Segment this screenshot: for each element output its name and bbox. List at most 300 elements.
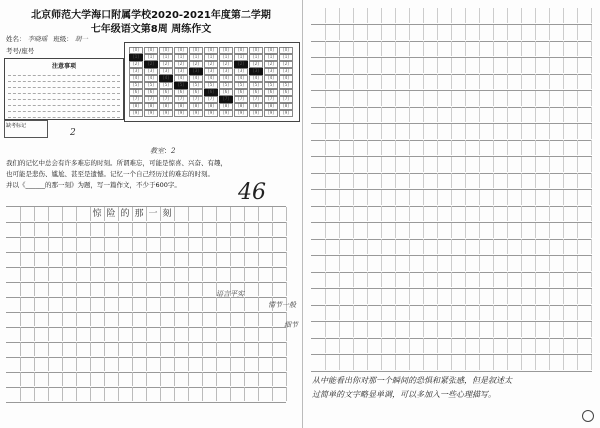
grid-cell	[339, 322, 354, 337]
id-bubble: [3]	[249, 68, 263, 75]
grid-cell	[535, 41, 550, 56]
id-bubble: [9]	[264, 110, 278, 117]
grid-cell	[34, 237, 49, 251]
id-bubble: [6]	[204, 89, 218, 96]
grid-cell	[381, 322, 396, 337]
grid-cell	[521, 305, 536, 320]
id-bubble: [4]	[204, 75, 218, 82]
id-bubble: [3]	[264, 68, 278, 75]
grid-cell	[118, 282, 133, 296]
grid-cell	[76, 267, 91, 281]
grid-cell	[311, 256, 326, 271]
grid-cell	[174, 342, 189, 356]
grid-cell	[62, 282, 77, 296]
grid-cell	[507, 58, 522, 73]
grid-cell	[132, 387, 147, 401]
grid-cell	[339, 289, 354, 304]
grid-cell	[353, 107, 368, 122]
grid-cell	[244, 342, 259, 356]
grid-row	[311, 25, 592, 42]
grid-cell	[507, 74, 522, 89]
grid-cell	[437, 322, 452, 337]
id-bubble: [7]	[189, 96, 203, 103]
grid-cell	[549, 322, 564, 337]
id-bubble: [8]	[219, 103, 233, 110]
grid-cell	[34, 342, 49, 356]
grid-cell	[367, 173, 382, 188]
grid-cell	[465, 8, 480, 23]
grid-cell	[521, 107, 536, 122]
grid-row	[6, 342, 286, 358]
grid-cell	[90, 387, 105, 401]
grid-cell	[132, 312, 147, 326]
grid-cell	[339, 58, 354, 73]
id-bubble: [7]	[234, 96, 248, 103]
grid-cell	[48, 357, 63, 371]
grid-cell	[339, 74, 354, 89]
grid-cell	[230, 297, 245, 311]
grid-cell	[409, 157, 424, 172]
grid-row	[311, 58, 592, 75]
id-bubble: [1]	[174, 54, 188, 61]
annotation-2: 情节一般	[268, 301, 296, 309]
id-bubble: [8]	[249, 103, 263, 110]
grid-cell	[353, 124, 368, 139]
grid-cell	[549, 289, 564, 304]
grid-cell	[188, 357, 203, 371]
grid-cell	[6, 297, 21, 311]
grid-cell	[118, 357, 133, 371]
grid-cell	[367, 256, 382, 271]
grid-cell	[188, 267, 203, 281]
grid-cell	[90, 282, 105, 296]
grid-cell	[395, 8, 410, 23]
grid-cell	[507, 305, 522, 320]
grid-cell	[479, 272, 494, 287]
id-bubble: [2]	[159, 61, 173, 68]
grid-cell	[104, 282, 119, 296]
grid-cell	[132, 297, 147, 311]
grid-cell	[62, 297, 77, 311]
grid-cell	[76, 207, 91, 221]
grid-cell	[244, 237, 259, 251]
grid-cell	[6, 357, 21, 371]
grid-cell	[577, 107, 592, 122]
grid-cell	[493, 173, 508, 188]
grid-cell	[423, 289, 438, 304]
id-bubble: [3]	[189, 68, 203, 75]
grid-cell	[465, 140, 480, 155]
id-bubble: [6]	[279, 89, 293, 96]
grid-cell	[311, 239, 326, 254]
grid-cell	[549, 58, 564, 73]
grid-cell	[451, 124, 466, 139]
grid-cell	[202, 252, 217, 266]
grid-cell	[367, 239, 382, 254]
grid-cell	[381, 206, 396, 221]
grid-cell	[549, 206, 564, 221]
grid-cell	[118, 222, 133, 236]
grid-cell	[76, 237, 91, 251]
grid-cell	[395, 223, 410, 238]
grid-cell	[132, 222, 147, 236]
grid-cell	[521, 206, 536, 221]
id-bubble: [1]	[264, 54, 278, 61]
grid-cell	[479, 256, 494, 271]
grid-cell	[272, 207, 287, 221]
id-bubble: [5]	[249, 82, 263, 89]
grid-cell	[437, 41, 452, 56]
id-bubble: [1]	[189, 54, 203, 61]
grid-cell	[437, 190, 452, 205]
grid-cell	[339, 41, 354, 56]
grid-cell	[535, 25, 550, 40]
grid-cell	[160, 357, 175, 371]
grid-cell	[132, 372, 147, 386]
id-bubble: [0]	[204, 47, 218, 54]
grid-cell	[146, 312, 161, 326]
id-bubble: [1]	[279, 54, 293, 61]
grid-cell	[146, 327, 161, 341]
grid-cell	[62, 312, 77, 326]
grid-cell	[451, 206, 466, 221]
grid-cell	[521, 41, 536, 56]
grid-cell	[465, 289, 480, 304]
grid-cell	[465, 25, 480, 40]
grid-cell	[325, 157, 340, 172]
grid-cell	[493, 25, 508, 40]
grid-cell	[6, 282, 21, 296]
grid-cell	[507, 140, 522, 155]
grid-cell	[202, 342, 217, 356]
grid-cell	[216, 207, 231, 221]
exam-subtitle: 七年级语文第8周 周练作文	[90, 24, 212, 35]
grid-cell	[493, 124, 508, 139]
id-bubble: [0]	[249, 47, 263, 54]
grid-cell	[311, 58, 326, 73]
grid-cell	[409, 338, 424, 353]
grid-cell	[563, 289, 578, 304]
grid-cell	[395, 190, 410, 205]
id-bubble: [7]	[204, 96, 218, 103]
grid-cell	[437, 305, 452, 320]
grid-cell	[451, 338, 466, 353]
grid-cell	[381, 124, 396, 139]
grid-cell	[493, 140, 508, 155]
grid-cell	[577, 91, 592, 106]
left-writing-grid	[6, 206, 286, 219]
grid-cell	[48, 207, 63, 221]
grid-cell	[353, 41, 368, 56]
grid-cell	[409, 74, 424, 89]
grid-cell	[423, 355, 438, 370]
grid-cell	[62, 252, 77, 266]
grid-cell	[563, 322, 578, 337]
grid-cell	[339, 25, 354, 40]
grid-cell	[493, 41, 508, 56]
right-page	[303, 0, 600, 428]
grid-cell	[451, 272, 466, 287]
grid-cell	[465, 223, 480, 238]
id-bubble: [7]	[144, 96, 158, 103]
grid-cell	[90, 297, 105, 311]
grid-row	[311, 190, 592, 207]
grid-cell	[465, 256, 480, 271]
grid-cell	[311, 91, 326, 106]
id-bubble: [9]	[219, 110, 233, 117]
grid-cell	[395, 272, 410, 287]
grid-cell	[174, 252, 189, 266]
id-bubble: [1]	[234, 54, 248, 61]
grid-cell	[311, 272, 326, 287]
grid-cell	[244, 312, 259, 326]
grid-cell	[535, 206, 550, 221]
grid-cell	[395, 256, 410, 271]
grid-cell	[146, 297, 161, 311]
grid-cell	[20, 312, 35, 326]
id-bubble: [0]	[174, 47, 188, 54]
grid-cell	[202, 297, 217, 311]
grid-cell	[395, 322, 410, 337]
id-bubble: [1]	[249, 54, 263, 61]
grid-cell	[549, 305, 564, 320]
id-bubble: [2]	[234, 61, 248, 68]
grid-cell	[311, 25, 326, 40]
grid-cell	[188, 207, 203, 221]
notice-box	[4, 58, 124, 120]
grid-cell	[146, 252, 161, 266]
grid-cell	[104, 312, 119, 326]
id-bubble: [5]	[219, 82, 233, 89]
grid-cell	[146, 357, 161, 371]
grid-cell	[188, 252, 203, 266]
grid-cell	[230, 312, 245, 326]
grid-cell	[311, 190, 326, 205]
grid-cell	[577, 289, 592, 304]
grid-cell	[577, 338, 592, 353]
grid-cell	[188, 237, 203, 251]
grid-cell	[409, 223, 424, 238]
id-bubble: [5]	[264, 82, 278, 89]
grid-cell	[437, 58, 452, 73]
grid-row	[6, 327, 286, 343]
name-field: 姓名： 李晓瑶 班级： 胡一	[6, 35, 88, 43]
grid-cell	[507, 272, 522, 287]
grid-cell	[104, 222, 119, 236]
grid-cell	[409, 107, 424, 122]
grid-cell	[188, 282, 203, 296]
grid-row	[6, 282, 286, 298]
grid-cell	[339, 124, 354, 139]
grid-cell	[76, 327, 91, 341]
page-number-circle	[582, 410, 594, 422]
grid-cell	[104, 237, 119, 251]
grid-cell	[451, 8, 466, 23]
grid-cell	[577, 223, 592, 238]
grid-cell	[535, 355, 550, 370]
grid-cell	[90, 342, 105, 356]
grid-cell	[48, 267, 63, 281]
exam-field: 2	[70, 128, 76, 138]
id-bubble: [4]	[249, 75, 263, 82]
grid-cell	[353, 272, 368, 287]
grid-cell	[395, 239, 410, 254]
grid-cell	[311, 338, 326, 353]
grid-cell	[76, 222, 91, 236]
grid-row	[6, 372, 286, 388]
id-bubble: [3]	[129, 68, 143, 75]
grid-cell	[367, 41, 382, 56]
grid-cell	[577, 157, 592, 172]
id-bubble: [7]	[264, 96, 278, 103]
grid-cell	[90, 252, 105, 266]
grid-cell	[479, 8, 494, 23]
grid-cell	[230, 207, 245, 221]
grid-cell	[381, 41, 396, 56]
grid-cell	[62, 342, 77, 356]
grid-cell	[549, 190, 564, 205]
grid-cell	[479, 91, 494, 106]
grid-cell	[563, 305, 578, 320]
grid-cell	[311, 124, 326, 139]
grid-cell	[34, 372, 49, 386]
grid-cell	[409, 322, 424, 337]
grid-cell	[535, 140, 550, 155]
grid-row	[311, 41, 592, 58]
grid-row	[6, 237, 286, 253]
grid-cell	[577, 190, 592, 205]
grid-cell	[311, 173, 326, 188]
grid-cell	[409, 272, 424, 287]
id-bubble: [0]	[264, 47, 278, 54]
grid-cell	[381, 338, 396, 353]
grid-cell	[423, 8, 438, 23]
grid-cell	[76, 297, 91, 311]
grid-cell	[62, 327, 77, 341]
id-bubble: [3]	[159, 68, 173, 75]
grid-cell	[535, 305, 550, 320]
grid-cell	[325, 41, 340, 56]
grid-cell	[174, 237, 189, 251]
grid-cell	[325, 272, 340, 287]
grid-cell	[353, 91, 368, 106]
grid-cell	[367, 124, 382, 139]
grid-cell	[409, 289, 424, 304]
id-bubble: [5]	[144, 82, 158, 89]
grid-cell	[202, 267, 217, 281]
grid-cell	[160, 297, 175, 311]
grid-cell	[244, 252, 259, 266]
id-bubble: [3]	[219, 68, 233, 75]
grid-cell	[311, 157, 326, 172]
grid-cell	[381, 25, 396, 40]
grid-cell	[549, 41, 564, 56]
grid-cell	[104, 267, 119, 281]
grid-cell	[423, 124, 438, 139]
grid-cell	[132, 267, 147, 281]
grid-cell	[34, 327, 49, 341]
grid-cell	[549, 91, 564, 106]
grid-cell	[493, 74, 508, 89]
id-bubble: [4]	[189, 75, 203, 82]
grid-row	[6, 207, 286, 223]
annotation-3: 细节	[284, 321, 298, 329]
grid-cell	[76, 372, 91, 386]
grid-cell	[521, 322, 536, 337]
grid-cell	[507, 256, 522, 271]
grid-cell	[311, 355, 326, 370]
grid-cell	[577, 305, 592, 320]
grid-cell	[479, 41, 494, 56]
grid-cell	[353, 223, 368, 238]
grid-cell	[76, 252, 91, 266]
grid-cell	[451, 91, 466, 106]
grid-cell	[409, 140, 424, 155]
id-bubble: [4]	[219, 75, 233, 82]
grid-cell	[311, 289, 326, 304]
grid-cell	[451, 173, 466, 188]
grid-cell	[549, 74, 564, 89]
grid-cell	[62, 267, 77, 281]
grid-cell	[521, 173, 536, 188]
grid-cell	[311, 107, 326, 122]
grid-cell	[90, 237, 105, 251]
grid-cell	[577, 74, 592, 89]
grid-cell	[258, 357, 273, 371]
grid-cell	[160, 252, 175, 266]
grid-cell	[258, 222, 273, 236]
id-bubble: [9]	[144, 110, 158, 117]
grid-cell	[437, 239, 452, 254]
grid-cell	[258, 387, 273, 401]
grid-cell	[48, 372, 63, 386]
grid-cell	[118, 267, 133, 281]
grid-cell	[174, 222, 189, 236]
grid-cell	[535, 256, 550, 271]
grid-cell	[451, 239, 466, 254]
grid-cell	[325, 8, 340, 23]
id-bubble: [4]	[129, 75, 143, 82]
grid-cell	[160, 237, 175, 251]
grid-cell	[367, 107, 382, 122]
grid-cell	[437, 223, 452, 238]
grid-cell	[381, 272, 396, 287]
grid-cell	[465, 107, 480, 122]
grid-cell	[34, 357, 49, 371]
grid-cell	[563, 190, 578, 205]
grid-cell	[244, 207, 259, 221]
grid-cell	[132, 327, 147, 341]
grid-cell	[535, 124, 550, 139]
grid-cell	[244, 267, 259, 281]
id-bubble: [7]	[219, 96, 233, 103]
grid-cell	[437, 140, 452, 155]
grid-cell	[34, 297, 49, 311]
grid-row	[311, 91, 592, 108]
grid-cell	[493, 256, 508, 271]
grid-cell	[367, 355, 382, 370]
grid-cell	[48, 252, 63, 266]
grid-cell	[311, 74, 326, 89]
grid-cell	[20, 327, 35, 341]
grid-cell	[577, 272, 592, 287]
grid-cell	[20, 282, 35, 296]
grid-cell	[367, 8, 382, 23]
grid-cell	[465, 338, 480, 353]
grid-cell	[216, 327, 231, 341]
grid-cell	[521, 338, 536, 353]
grid-cell	[216, 222, 231, 236]
